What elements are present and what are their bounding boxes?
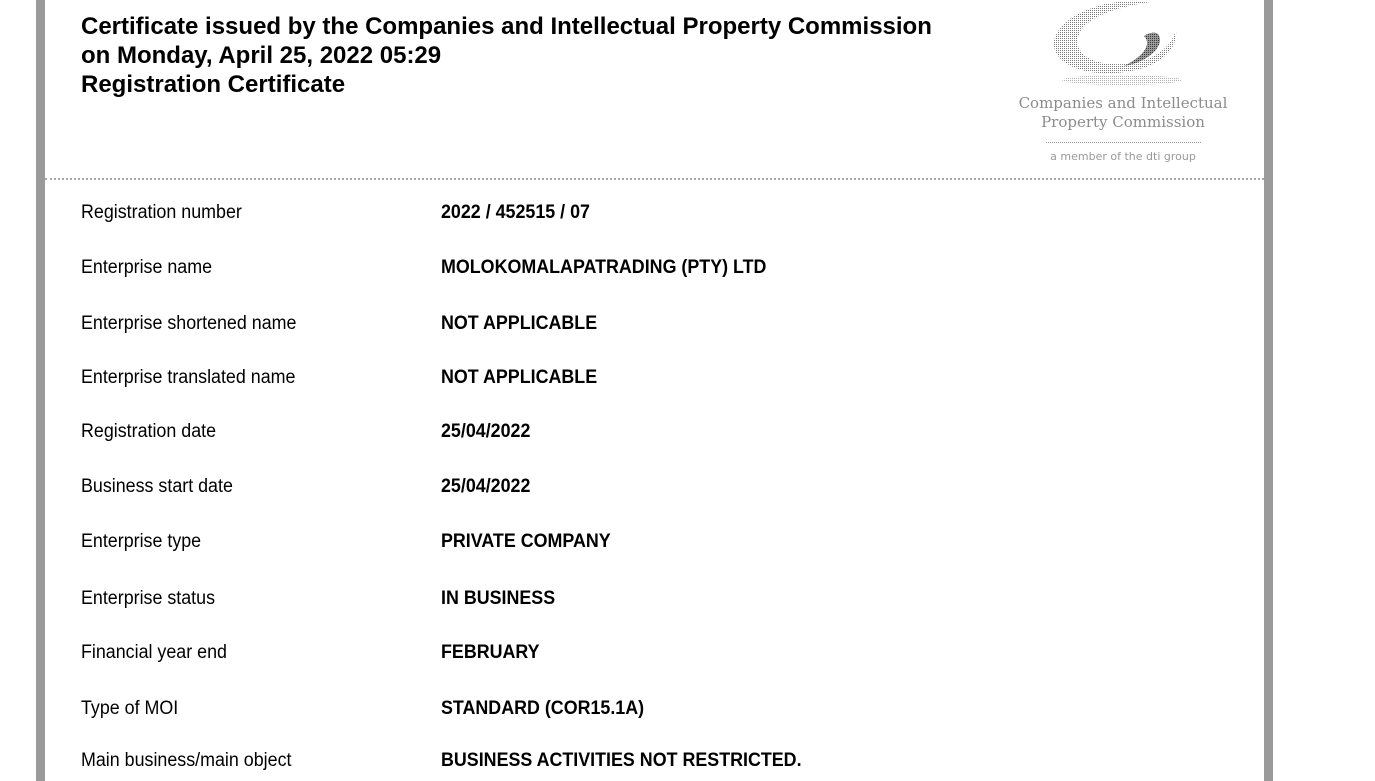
field-label: Main business/main object bbox=[81, 750, 292, 771]
field-registration-date bbox=[0, 417, 1375, 447]
field-label: Registration number bbox=[81, 202, 242, 223]
field-label: Financial year end bbox=[81, 642, 227, 663]
header-line-date: on Monday, April 25, 2022 05:29 bbox=[81, 42, 442, 69]
field-registration-number bbox=[0, 198, 1375, 228]
field-enterprise-status bbox=[0, 584, 1375, 614]
certificate-header bbox=[81, 12, 1001, 99]
logo-text-line1: Companies and Intellectual bbox=[1018, 94, 1228, 112]
field-value: MOLOKOMALAPATRADING (PTY) LTD bbox=[441, 257, 767, 278]
field-financial-year-end bbox=[0, 638, 1375, 668]
field-value: FEBRUARY bbox=[441, 642, 540, 663]
field-label: Enterprise translated name bbox=[81, 367, 296, 388]
field-main-business bbox=[0, 746, 1375, 776]
field-label: Enterprise shortened name bbox=[81, 313, 297, 334]
cipc-swirl-logo-icon bbox=[1040, 0, 1190, 88]
field-label: Enterprise status bbox=[81, 588, 216, 609]
logo-text-line2: Property Commission bbox=[1041, 113, 1205, 131]
field-enterprise-type bbox=[0, 527, 1375, 557]
field-enterprise-name bbox=[0, 253, 1375, 283]
field-value: 2022 / 452515 / 07 bbox=[441, 202, 590, 223]
field-value: NOT APPLICABLE bbox=[441, 367, 598, 388]
field-value: IN BUSINESS bbox=[441, 588, 556, 609]
field-value: STANDARD (COR15.1A) bbox=[441, 698, 645, 719]
field-value: 25/04/2022 bbox=[441, 476, 531, 497]
cipc-logo bbox=[988, 0, 1258, 175]
field-type-of-moi bbox=[0, 694, 1375, 724]
field-label: Registration date bbox=[81, 421, 217, 442]
header-line-issuer: Certificate issued by the Companies and Intellectual Property Commission bbox=[81, 13, 932, 40]
field-enterprise-shortened-name bbox=[0, 309, 1375, 339]
field-value: NOT APPLICABLE bbox=[441, 313, 598, 334]
field-value: PRIVATE COMPANY bbox=[441, 531, 611, 552]
header-line-title: Registration Certificate bbox=[81, 71, 346, 98]
field-label: Enterprise type bbox=[81, 531, 202, 552]
header-divider bbox=[45, 178, 1264, 180]
field-label: Type of MOI bbox=[81, 698, 179, 719]
field-enterprise-translated-name bbox=[0, 363, 1375, 393]
field-label: Enterprise name bbox=[81, 257, 213, 278]
logo-divider bbox=[1046, 142, 1201, 143]
field-value: 25/04/2022 bbox=[441, 421, 531, 442]
field-label: Business start date bbox=[81, 476, 233, 497]
field-business-start-date bbox=[0, 472, 1375, 502]
logo-tagline: a member of the dti group bbox=[1050, 150, 1196, 163]
field-value: BUSINESS ACTIVITIES NOT RESTRICTED. bbox=[441, 750, 802, 771]
